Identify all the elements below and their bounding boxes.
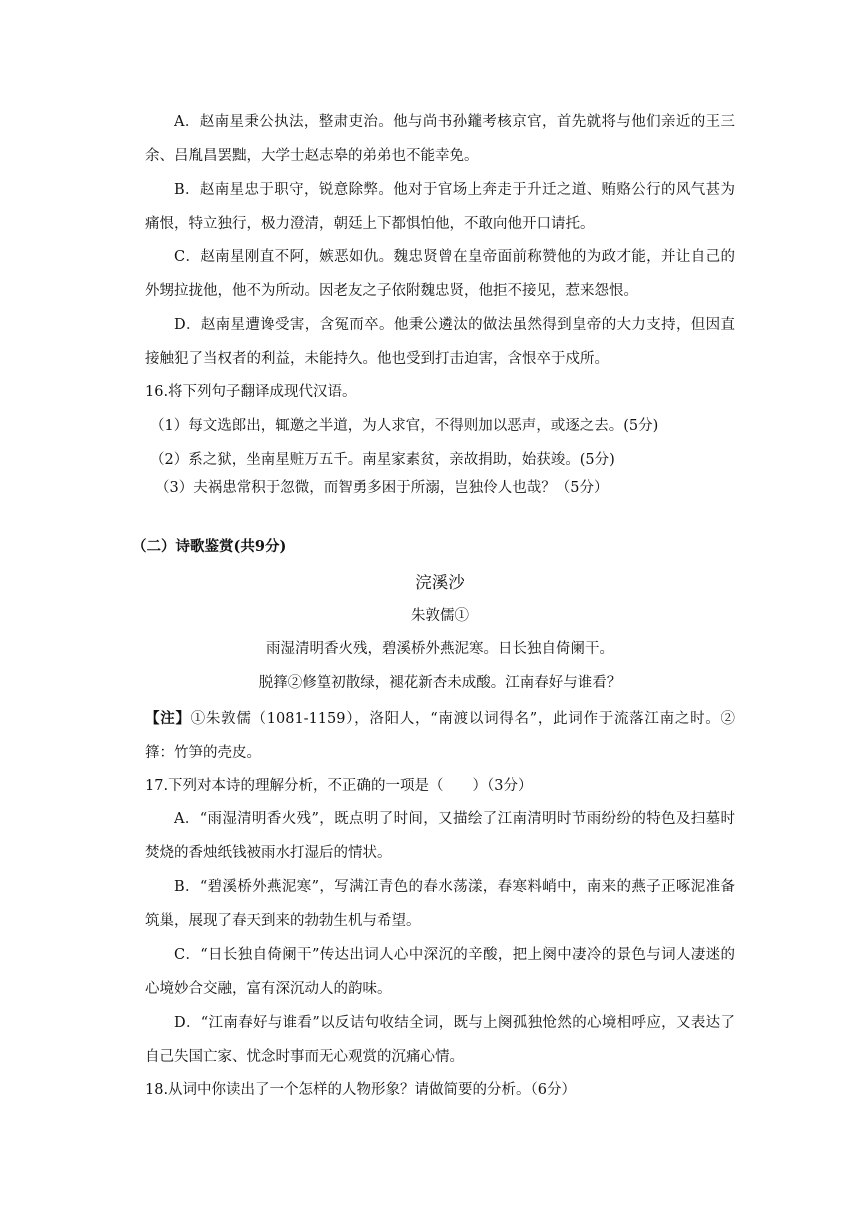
q17-option-b: B．“碧溪桥外燕泥寒”，写满江青色的春水荡漾，春寒料峭中，南来的燕子正啄泥准备筑巢，展现了春天到来的勃勃生机与希望。 [145,879,735,929]
poem-note [145,702,735,770]
q16-prompt: 16.将下列句子翻译成现代汉语。 [145,384,357,400]
q16-sentence-1: （1）每文选郎出，辄邀之半道，为人求官，不得则加以恶声，或逐之去。(5分) [150,418,659,434]
note-text: ①朱敦儒（1081-1159），洛阳人，“南渡以词得名”，此词作于流落江南之时。②箨：竹笋的壳皮。 [145,711,736,761]
q15-option-a: A．赵南星秉公执法，整肃吏治。他与尚书孙鑨考核京官，首先就将与他们亲近的王三余、吕胤昌罢黜，大学士赵志皋的弟弟也不能幸免。 [145,114,735,164]
poem-line-2: 脱箨②修篁初散绿，褪花新杏未成酸。江南春好与谁看？ [258,675,622,691]
poem-title: 浣溪沙 [415,573,465,592]
poem-line-1: 雨湿清明香火残，碧溪桥外燕泥寒。日长独自倚阑干。 [266,641,614,657]
q17-option-d: D．“江南春好与谁看”以反诘句收结全词，既与上阕孤独怆然的心境相呼应，又表达了自己失国亡家、忧念时事而无心观赏的沉痛心情。 [145,1015,735,1065]
section-heading-poetry: （二）诗歌鉴赏(共9分) [132,538,287,555]
q15-option-d: D．赵南星遭谗受害，含冤而卒。他秉公遴汰的做法虽然得到皇帝的大力支持，但因直接触犯了当权者的利益，未能持久。他也受到打击迫害，含恨卒于戍所。 [145,317,735,367]
q16-sentence-2: （2）系之狱，坐南星赃万五千。南星家素贫，亲故捐助，始获竣。(5分) [150,452,615,468]
q15-option-c: C．赵南星刚直不阿，嫉恶如仇。魏忠贤曾在皇帝面前称赞他的为政才能，并让自己的外甥拉拢他，他不为所动。因老友之子依附魏忠贤，他拒不接见，惹来怨恨。 [145,249,735,299]
q18-prompt: 18.从词中你读出了一个怎样的人物形象？请做简要的分析。（6分） [145,1082,577,1098]
q15-option-b: B．赵南星忠于职守，锐意除弊。他对于官场上奔走于升迁之道、贿赂公行的风气甚为痛恨，特立独行，极力澄清，朝廷上下都惧怕他，不敢向他开口请托。 [145,182,735,232]
q17-prompt: 17.下列对本诗的理解分析，不正确的一项是（ ）（3分） [145,778,533,794]
note-tag: 【注】 [145,710,191,727]
q16-sentence-3: （3）夫祸患常积于忽微，而智勇多困于所溺，岂独伶人也哉？（5分） [155,480,609,496]
q17-option-c: C．“日长独自倚阑干”传达出词人心中深沉的辛酸，把上阕中凄冷的景色与词人凄迷的心境妙合交融，富有深沉动人的韵味。 [145,947,735,997]
q17-option-a: A．“雨湿清明香火残”，既点明了时间，又描绘了江南清明时节雨纷纷的特色及扫墓时焚烧的香烛纸钱被雨水打湿后的情状。 [145,811,735,861]
poem-author: 朱敦儒① [411,608,469,624]
